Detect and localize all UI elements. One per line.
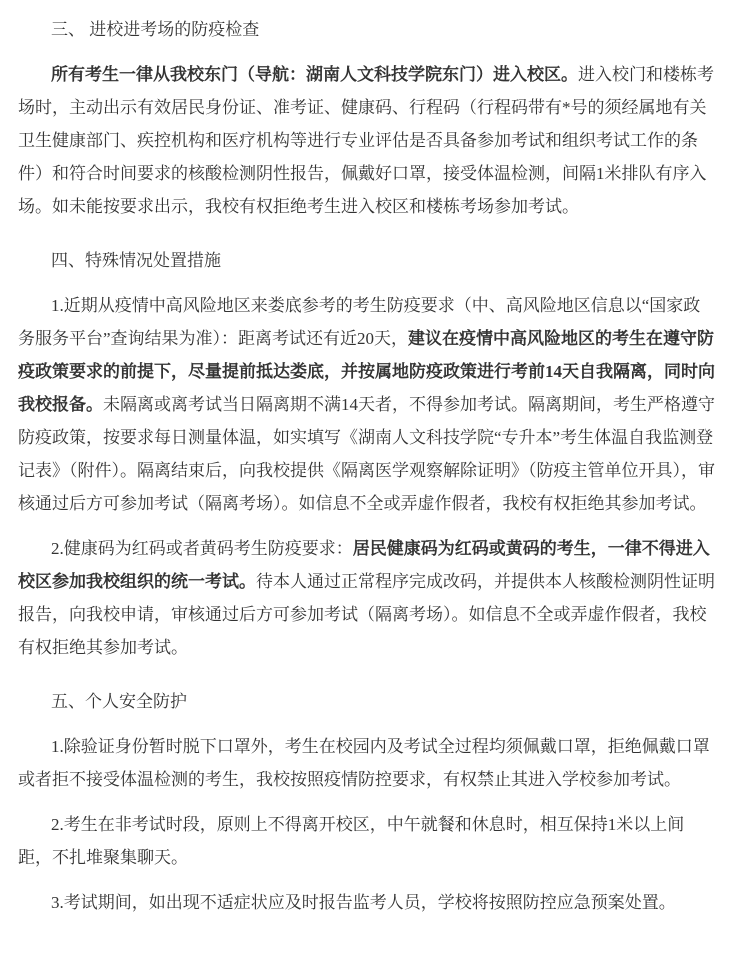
paragraph bbox=[18, 808, 716, 874]
text-run: 1.近期从疫情中高风险地区来娄底参考的考生防疫要求（中、高风险地区信息以“国家政务服务平台”查询结果为准）：距离考试还有近20天， bbox=[18, 296, 701, 348]
bold-text-run: 所有考生一律从我校东门（导航：湖南人文科技学院东门）进入校区。 bbox=[51, 65, 578, 84]
text-run: 未隔离或离考试当日隔离期不满14天者，不得参加考试。隔离期间，考生严格遵守防疫政策，按要求每日测量体温，如实填写《湖南人文科技学院“专升本”考生体温自我监测登记表》（附件）。隔离结束后，向我校提供《隔离医学观察解除证明》（防疫主管单位开具），审核通过后方可参加考试（隔离考场）。如信息不全或弄虚作假者，我校有权拒绝其参加考试。 bbox=[18, 395, 715, 513]
bold-text-run: 建议在疫情中高风险地区的考生在遵守防疫政策要求的前提下，尽量提前抵达娄底，并按属地防疫政策进行考前14天自我隔离，同时向我校报备。 bbox=[18, 329, 715, 414]
text-run: 待本人通过正常程序完成改码，并提供本人核酸检测阴性证明报告，向我校申请，审核通过后方可参加考试（隔离考场）。如信息不全或弄虚作假者，我校有权拒绝其参加考试。 bbox=[18, 572, 715, 657]
text-run: 五、个人安全防护 bbox=[51, 692, 187, 711]
paragraph bbox=[18, 532, 716, 664]
bold-text-run: 居民健康码为红码或黄码的考生，一律不得进入校区参加我校组织的统一考试。 bbox=[18, 539, 710, 591]
text-run: 1.除验证身份暂时脱下口罩外，考生在校园内及考试全过程均须佩戴口罩，拒绝佩戴口罩或者拒不接受体温检测的考生，我校按照疫情防控要求，有权禁止其进入学校参加考试。 bbox=[18, 737, 710, 789]
section-heading bbox=[18, 244, 716, 277]
section-heading bbox=[18, 13, 716, 46]
paragraph bbox=[18, 730, 716, 796]
text-run: 进入校门和楼栋考场时，主动出示有效居民身份证、准考证、健康码、行程码（行程码带有*号的须经属地有关卫生健康部门、疾控机构和医疗机构等进行专业评估是否具备参加考试和组织考试工作的条件）和符合时间要求的核酸检测阴性报告，佩戴好口罩，接受体温检测，间隔1米排队有序入场。如未能按要求出示，我校有权拒绝考生进入校区和楼栋考场参加考试。 bbox=[18, 65, 714, 216]
paragraph bbox=[18, 886, 716, 919]
section-heading bbox=[18, 685, 716, 718]
text-run: 四、特殊情况处置措施 bbox=[51, 251, 221, 270]
paragraph bbox=[18, 289, 716, 520]
text-run: 2.考生在非考试时段，原则上不得离开校区，中午就餐和休息时，相互保持1米以上间距，不扎堆聚集聊天。 bbox=[18, 815, 685, 867]
paragraph bbox=[18, 58, 716, 223]
text-run: 2.健康码为红码或者黄码考生防疫要求： bbox=[51, 539, 353, 558]
text-run: 三、 进校进考场的防疫检查 bbox=[51, 20, 260, 39]
text-run: 3.考试期间，如出现不适症状应及时报告监考人员，学校将按照防控应急预案处置。 bbox=[51, 893, 676, 912]
